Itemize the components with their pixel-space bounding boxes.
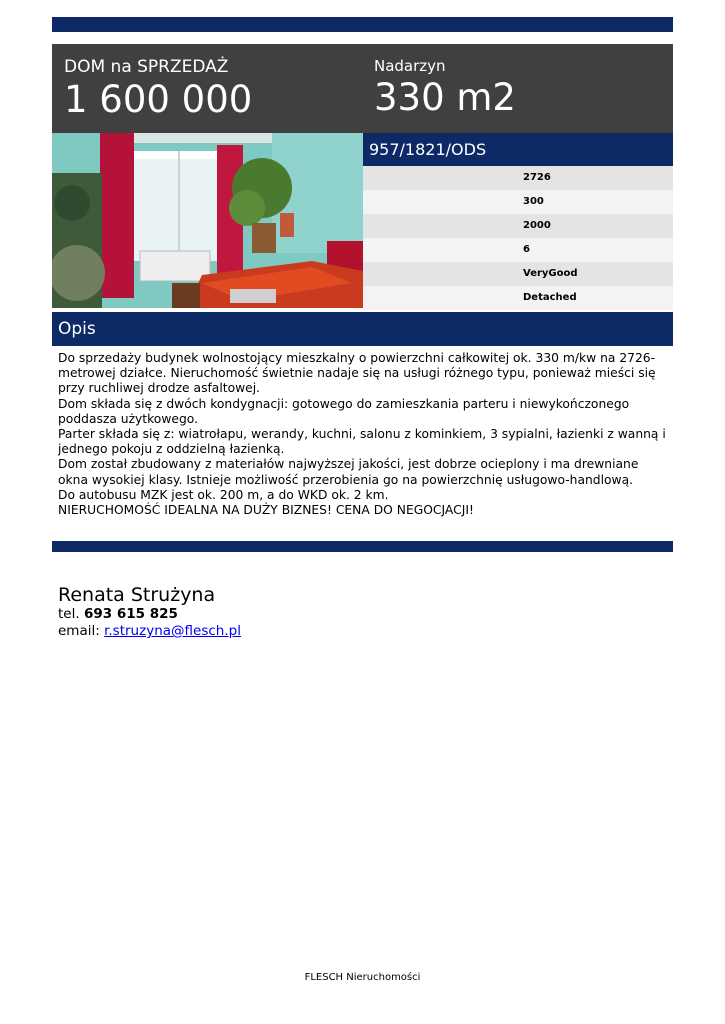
detail-row: 6 bbox=[363, 238, 673, 262]
reference-number: 957/1821/ODS bbox=[363, 133, 673, 166]
email-label: email: bbox=[58, 623, 100, 639]
agent-phone-line bbox=[58, 606, 241, 623]
detail-row: 2726 bbox=[363, 166, 673, 190]
description-paragraph: Do sprzedaży budynek wolnostojący mieszkalny o powierzchni całkowitej ok. 330 m/kw na 2726-metrowej działce. Nieruchomość świetnie nadaje się na usługi różnego typu, ponieważ mieści się przy ruchliwej drodze asfaltowej. bbox=[58, 351, 656, 396]
description-heading: Opis bbox=[52, 312, 673, 346]
description-paragraph: Parter składa się z: wiatrołapu, werandy, kuchni, salonu z kominkiem, 3 sypialni, łazienki z wanną i jednego pokoju z oddzielną łazienką. bbox=[58, 427, 666, 457]
property-location: Nadarzyn bbox=[374, 57, 446, 75]
listing-header bbox=[52, 44, 673, 133]
header-right bbox=[374, 56, 516, 120]
property-details bbox=[363, 133, 673, 308]
header-left bbox=[64, 56, 252, 122]
phone-label: tel. bbox=[58, 606, 80, 622]
agent-name: Renata Strużyna bbox=[58, 584, 216, 606]
agent-contact bbox=[58, 584, 241, 640]
property-photo bbox=[52, 133, 363, 308]
property-type: DOM na SPRZEDAŻ bbox=[64, 57, 229, 77]
description-paragraph: Dom składa się z dwóch kondygnacji: gotowego do zamieszkania parteru i niewykończonego poddasza użytkowego. bbox=[58, 396, 630, 426]
footer-company: FLESCH Nieruchomości bbox=[304, 972, 421, 983]
property-area: 330 m2 bbox=[374, 76, 516, 119]
detail-row: 300 bbox=[363, 190, 673, 214]
agent-email-line bbox=[58, 623, 241, 640]
top-accent-bar bbox=[52, 17, 673, 32]
description-paragraph: NIERUCHOMOŚĆ IDEALNA NA DUŻY BIZNES! CENA DO NEGOCJACJI! bbox=[58, 503, 474, 518]
detail-row: Detached bbox=[363, 286, 673, 310]
description-paragraph: Do autobusu MZK jest ok. 200 m, a do WKD ok. 2 km. bbox=[58, 487, 389, 502]
phone-number: 693 615 825 bbox=[83, 606, 178, 622]
bottom-accent-bar bbox=[52, 541, 673, 552]
property-price: 1 600 000 bbox=[64, 78, 253, 121]
detail-row: 2000 bbox=[363, 214, 673, 238]
description-text bbox=[58, 351, 670, 518]
email-link[interactable]: r.struzyna@flesch.pl bbox=[104, 623, 241, 639]
description-paragraph: Dom został zbudowany z materiałów najwyższej jakości, jest dobrze ocieplony i ma drewniane okna wysokiej klasy. Istnieje możliwość przerobienia go na powierzchnię usługowo-handlową. bbox=[58, 457, 639, 487]
detail-row: VeryGood bbox=[363, 262, 673, 286]
